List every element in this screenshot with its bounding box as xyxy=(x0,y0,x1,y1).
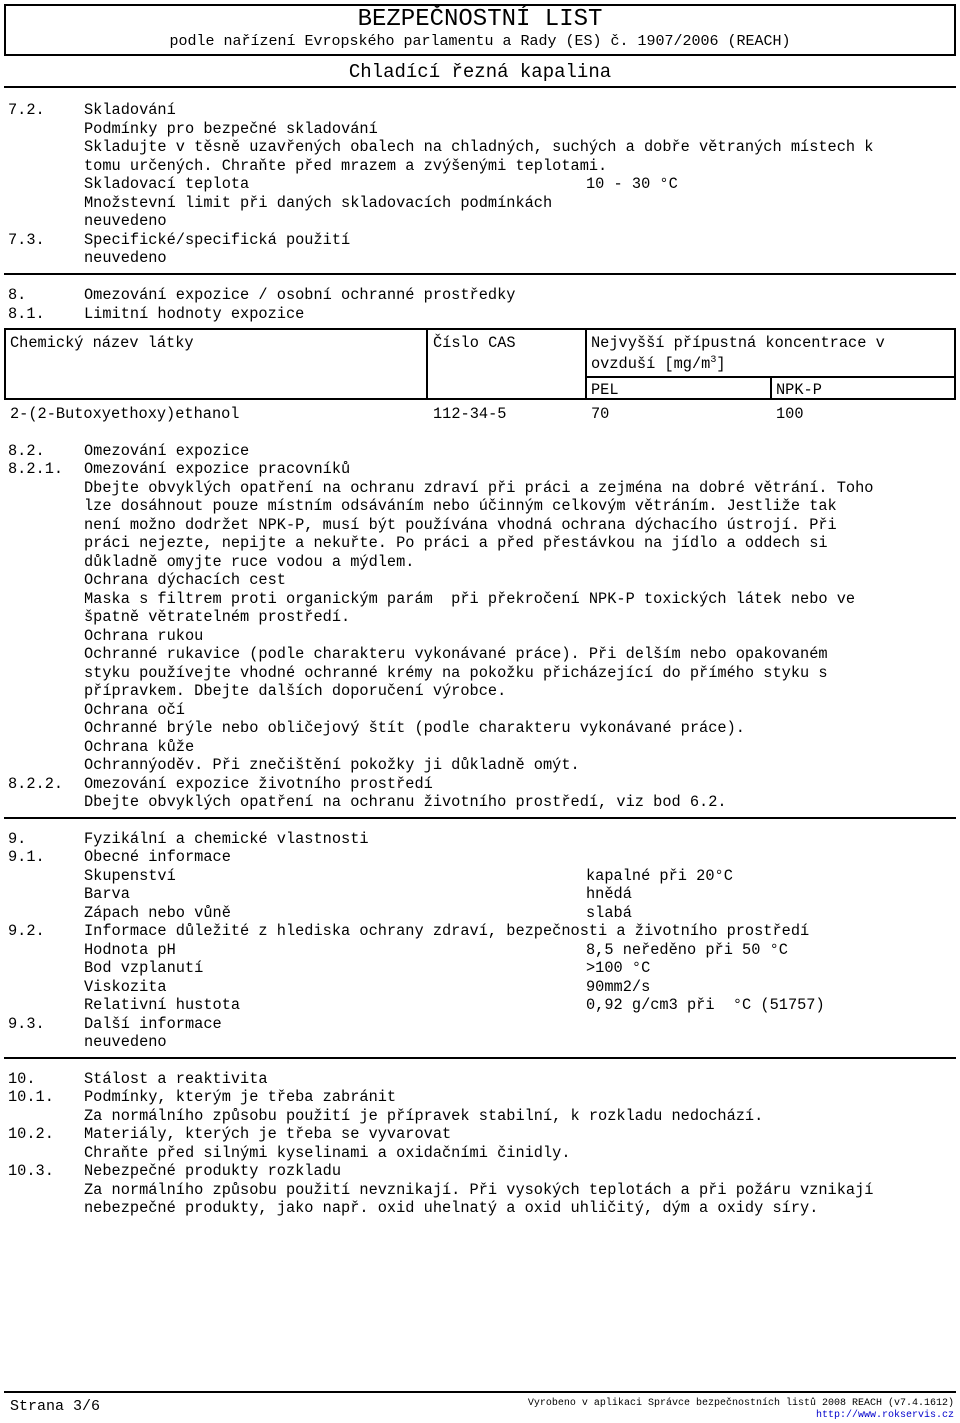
subsection-title: Ochrana rukou xyxy=(84,627,204,645)
body-text: Dbejte obvyklých opatření na ochranu zdraví při práci a zejména na dobré větrání. Toho xyxy=(84,479,874,497)
section-number: 8.2.2. xyxy=(8,775,64,793)
section-divider xyxy=(4,1057,956,1059)
section-number: 9.2. xyxy=(8,922,45,940)
property-label: Zápach nebo vůně xyxy=(84,904,231,922)
body-text: práci nejezte, nepijte a nekuřte. Po práci a před přestávkou na jídlo a oddech si xyxy=(84,534,828,552)
section-number: 8.1. xyxy=(8,305,45,323)
regulation-subtitle: podle nařízení Evropského parlamentu a Rady (ES) č. 1907/2006 (REACH) xyxy=(169,33,791,50)
property-value: neuvedeno xyxy=(84,1033,167,1051)
footer-credits xyxy=(528,1398,954,1422)
section-number: 7.2. xyxy=(8,101,45,119)
property-value: neuvedeno xyxy=(84,249,167,267)
property-label: Viskozita xyxy=(84,978,167,996)
property-label: Množstevní limit při daných skladovacích podmínkách xyxy=(84,194,553,212)
property-label: Relativní hustota xyxy=(84,996,241,1014)
property-value: slabá xyxy=(586,904,632,922)
body-text: Ochrannýoděv. Při znečištění pokožky ji důkladně omýt. xyxy=(84,756,580,774)
section-title: Omezování expozice xyxy=(84,442,250,460)
property-value: 8,5 neředěno při 50 °C xyxy=(586,941,788,959)
header-divider xyxy=(4,86,956,88)
section-divider xyxy=(4,273,956,275)
section-number: 9.1. xyxy=(8,848,45,866)
body-text: není možno dodržet NPK-P, musí být používána vhodná ochrana dýchacího ústrojí. Při xyxy=(84,516,837,534)
body-text: Ochranné rukavice (podle charakteru vykonávané práce). Při delším nebo opakovaném xyxy=(84,645,828,663)
section-number: 10.3. xyxy=(8,1162,54,1180)
table-cell-name: 2-(2-Butoxyethoxy)ethanol xyxy=(10,405,240,423)
section-title: Skladování xyxy=(84,101,176,119)
section-number: 9.3. xyxy=(8,1015,45,1033)
subsection-title: Ochrana očí xyxy=(84,701,185,719)
section-title: Informace důležité z hlediska ochrany zdraví, bezpečnosti a životního prostředí xyxy=(84,922,810,940)
section-number: 9. xyxy=(8,830,27,848)
section-title: Specifické/specifická použití xyxy=(84,231,351,249)
property-value: kapalné při 20°C xyxy=(586,867,733,885)
section-number: 7.3. xyxy=(8,231,45,249)
section-number: 8. xyxy=(8,286,27,304)
section-number: 10.1. xyxy=(8,1088,54,1106)
page-number: Strana 3/6 xyxy=(10,1398,101,1415)
property-label: Barva xyxy=(84,885,130,903)
section-title: Limitní hodnoty expozice xyxy=(84,305,305,323)
body-text: Za normálního způsobu použití je přípravek stabilní, k rozkladu nedochází. xyxy=(84,1107,764,1125)
section-number: 10. xyxy=(8,1070,36,1088)
table-divider xyxy=(426,328,428,400)
property-label: Skladovací teplota xyxy=(84,175,250,193)
property-value: 90mm2/s xyxy=(586,978,651,996)
body-text: tomu určených. Chraňte před mrazem a zvýšenými teplotami. xyxy=(84,157,608,175)
footer-divider xyxy=(4,1391,956,1393)
subsection-title: Podmínky pro bezpečné skladování xyxy=(84,120,378,138)
property-label: Skupenství xyxy=(84,867,176,885)
section-title: Stálost a reaktivita xyxy=(84,1070,268,1088)
body-text: Maska s filtrem proti organickým parám při překročení NPK-P toxických látek nebo ve xyxy=(84,590,856,608)
section-title: Omezování expozice / osobní ochranné prostředky xyxy=(84,286,516,304)
body-text: Chraňte před silnými kyselinami a oxidačními činidly. xyxy=(84,1144,571,1162)
section-number: 10.2. xyxy=(8,1125,54,1143)
section-title: Nebezpečné produkty rozkladu xyxy=(84,1162,342,1180)
product-name: Chladící řezná kapalina xyxy=(348,61,612,83)
body-text: nebezpečné produkty, jako např. oxid uhelnatý a oxid uhličitý, dým a oxidy síry. xyxy=(84,1199,819,1217)
table-header-name: Chemický název látky xyxy=(10,334,194,352)
property-label: Hodnota pH xyxy=(84,941,176,959)
table-cell-cas: 112-34-5 xyxy=(433,405,507,423)
table-cell-npk: 100 xyxy=(776,405,804,423)
table-header-limit-unit: ovzduší $[mg/m^3]$ xyxy=(591,355,726,374)
website-link[interactable]: http://www.rokservis.cz xyxy=(815,1410,954,1421)
body-text: Ochranné brýle nebo obličejový štít (podle charakteru vykonávané práce). xyxy=(84,719,745,737)
section-title: Obecné informace xyxy=(84,848,231,866)
section-title: Podmínky, kterým je třeba zabránit xyxy=(84,1088,397,1106)
property-label: Bod vzplanutí xyxy=(84,959,204,977)
section-title: Materiály, kterých je třeba se vyvarovat xyxy=(84,1125,452,1143)
body-text: Skladujte v těsně uzavřených obalech na chladných, suchých a dobře větraných místech k xyxy=(84,138,874,156)
table-header-limit: Nejvyšší přípustná koncentrace v xyxy=(591,334,885,352)
body-text: Za normálního způsobu použití nevznikají. Při vysokých teplotách a při požáru vznikají xyxy=(84,1181,874,1199)
section-title: Omezování expozice životního prostředí xyxy=(84,775,433,793)
table-cell-pel: 70 xyxy=(591,405,610,423)
section-divider xyxy=(4,817,956,819)
table-divider xyxy=(585,328,587,400)
body-text: Dbejte obvyklých opatření na ochranu životního prostředí, viz bod 6.2. xyxy=(84,793,727,811)
section-number: 8.2.1. xyxy=(8,460,64,478)
property-value: 10 - 30 °C xyxy=(586,175,678,193)
body-text: lze dosáhnout pouze místním odsáváním nebo účinným celkovým větráním. Jestliže tak xyxy=(84,497,837,515)
table-divider xyxy=(770,377,772,400)
table-header-npk: NPK-P xyxy=(776,381,822,399)
property-value: >100 °C xyxy=(586,959,651,977)
body-text: styku používejte vhodné ochranné krémy na pokožku přicházející do přímého styku s xyxy=(84,664,828,682)
table-header-pel: PEL xyxy=(591,381,619,399)
section-number: 8.2. xyxy=(8,442,45,460)
body-text: důkladně omyjte ruce vodou a mýdlem. xyxy=(84,553,415,571)
table-divider xyxy=(585,376,956,378)
section-title: Další informace xyxy=(84,1015,222,1033)
subsection-title: Ochrana kůže xyxy=(84,738,195,756)
property-value: hnědá xyxy=(586,885,632,903)
subsection-title: Ochrana dýchacích cest xyxy=(84,571,286,589)
property-value: 0,92 g/cm3 při °C (51757) xyxy=(586,996,825,1014)
property-value: neuvedeno xyxy=(84,212,167,230)
body-text: přípravkem. Dbejte dalších doporučení výrobce. xyxy=(84,682,507,700)
document-title: BEZPEČNOSTNÍ LIST xyxy=(357,6,603,33)
generator-note: Vyrobeno v aplikaci Správce bezpečnostních listů 2008 REACH (v7.4.1612) xyxy=(527,1398,954,1409)
table-header-cas: Číslo CAS xyxy=(433,334,516,352)
body-text: špatně větratelném prostředí. xyxy=(84,608,351,626)
section-title: Fyzikální a chemické vlastnosti xyxy=(84,830,369,848)
section-title: Omezování expozice pracovníků xyxy=(84,460,351,478)
